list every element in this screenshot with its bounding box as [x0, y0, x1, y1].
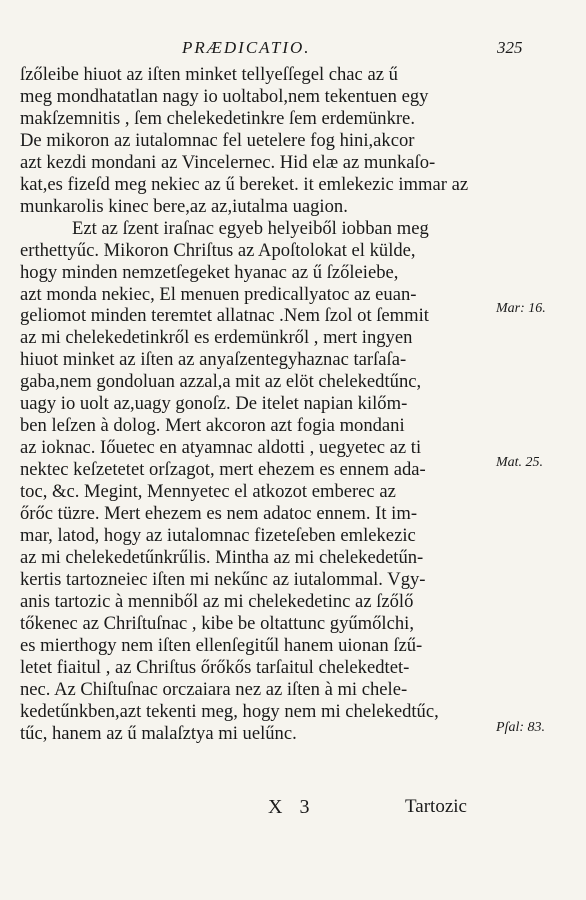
text-line: ſzőleibe hiuot az iſten minket tellyeſſegel chac az ű — [20, 64, 398, 85]
text-line: kat,es fizeſd meg nekiec az ű bereket. it emlekezic immar az — [20, 173, 469, 195]
text-line: letet fiaitul , az Chriſtus őrőkős tarſaitul chelekedtet- — [20, 656, 410, 678]
text-line: makſzemnitis , ſem chelekedetinkre ſem erdemünkre. — [20, 107, 415, 129]
text-line: tőkenec az Chriſtuſnac , kibe be oltattunc gyűmőlchi, — [20, 612, 414, 634]
text-line: meg mondhatatlan nagy io uoltabol,nem tekentuen egy — [20, 85, 429, 107]
text-line: hogy minden nemzetſegeket hyanac az ű ſzőleiebe, — [20, 261, 399, 283]
text-line: az ioknac. Iőuetec en atyamnac aldotti , uegyetec az ti — [20, 437, 422, 459]
text-line: az mi chelekedetűnkrűlis. Mintha az mi chelekedetűn- — [20, 546, 424, 568]
text-line: azt monda nekiec, El menuen predicallyatoc az euan- — [20, 283, 417, 305]
text-line: nektec keſzetetet orſzagot, mert ehezem es ennem ada- — [20, 459, 426, 481]
text-line: ben leſzen à dolog. Mert akcoron azt fogia mondani — [20, 415, 405, 437]
page-header — [0, 36, 586, 60]
margin-note: Mar: 16. — [496, 301, 546, 316]
signature-mark: X 3 — [268, 796, 316, 818]
margin-note: Mat. 25. — [496, 455, 544, 470]
text-line: hiuot minket az iſten az anyaſzentegyhaznac tarſaſa- — [20, 349, 407, 371]
text-line: mar, latod, hogy az iutalomnac fizeteſeben emlekezic — [20, 525, 416, 547]
text-line: toc, &c. Megint, Mennyetec el atkozot emberec az — [20, 481, 396, 503]
text-line: tűc, hanem az ű malaſztya mi uelűnc. — [20, 722, 297, 744]
text-line: anis tartozic à menniből az mi chelekedetinc az ſzőlő — [20, 590, 414, 612]
running-title: PRÆDICATIO. — [182, 38, 311, 57]
text-line: kedetűnkben,azt tekenti meg, hogy nem mi chelekedtűc, — [20, 700, 439, 722]
text-line: es mierthogy nem iſten ellenſegitűl hanem uionan ſzű- — [20, 634, 423, 656]
text-line: őrőc tüzre. Mert ehezem es nem adatoc ennem. It im- — [20, 503, 418, 525]
text-line: De mikoron az iutalomnac fel uetelere fog hini,akcor — [20, 129, 415, 151]
text-line: kertis tartozneiec iſten mi nekűnc az iutalommal. Vgy- — [20, 568, 426, 590]
text-line: az mi chelekedetinkről es erdemünkről , mert ingyen — [20, 327, 413, 349]
catchword: Tartozic — [405, 796, 467, 817]
page-number: 325 — [497, 38, 523, 57]
text-line: erthettyűc. Mikoron Chriſtus az Apoſtolokat el külde, — [20, 239, 416, 261]
text-line: geliomot minden teremtet allatnac .Nem ſzol ot ſemmit — [20, 305, 429, 327]
text-line: munkarolis kinec bere,az az,iutalma uagion. — [20, 195, 348, 217]
text-line: Ezt az ſzent iraſnac egyeb helyeiből iobban meg — [72, 217, 429, 239]
text-line: nec. Az Chiſtuſnac orczaiara nez az iſten à mi chele- — [20, 678, 408, 700]
text-line: gaba,nem gondoluan azzal,a mit az elöt chelekedtűnc, — [20, 371, 422, 393]
margin-note: Pſal: 83. — [496, 720, 545, 735]
text-line: azt kezdi mondani az Vincelernec. Hid elæ az munkaſo- — [20, 151, 436, 173]
body-text — [20, 64, 490, 745]
text-line: uagy io uolt az,uagy gonoſz. De itelet napian kilőm- — [20, 393, 408, 415]
page-footer — [0, 796, 586, 826]
